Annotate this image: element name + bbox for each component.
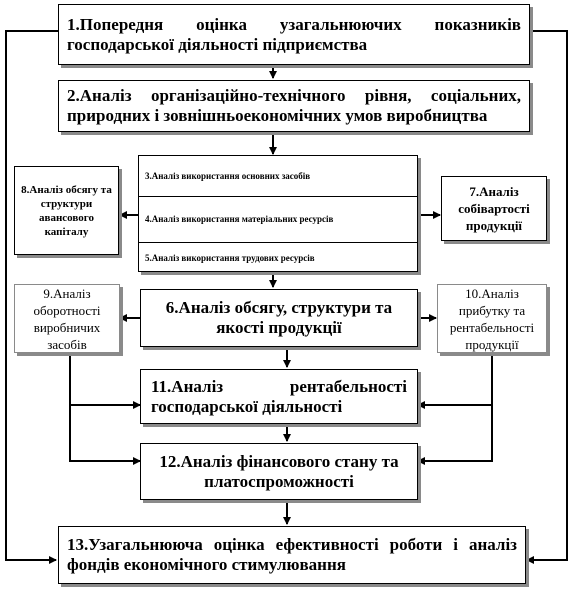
resources-group-box: [138, 155, 418, 272]
box-2-organizational-technical: [58, 80, 530, 132]
box-1-preliminary-assessment: [58, 4, 530, 65]
box-2-label: 2.Аналіз організаційно-технічного рівня, соціальних, природних і зовнішньоекономічних умов виробництва: [67, 86, 521, 125]
box-9-turnover: [14, 284, 120, 353]
box-11-label: 11.Аналіз рентабельності господарської діяльності: [151, 376, 407, 416]
box-1-label: 1.Попередня оцінка узагальнюючих показників господарської діяльності підприємства: [67, 14, 521, 54]
box-10-profit: [437, 284, 547, 353]
box-8-advance-capital: [14, 166, 119, 255]
box-13-overall-assessment: [58, 526, 526, 584]
arrow-9-to-11: [70, 354, 140, 434]
box-6-label: 6.Аналіз обсягу, структури та якості продукції: [165, 298, 393, 337]
arrow-10-to-12: [418, 405, 492, 461]
box-8-label: 8.Аналіз обсягу та структури авансового капіталу: [21, 183, 112, 238]
box-5-labor-resources: [139, 242, 417, 273]
box-3-label: 3.Аналіз використання основних засобів: [145, 170, 311, 181]
box-12-financial-state: [140, 443, 418, 500]
box-7-cost-price: [441, 176, 547, 241]
box-13-label: 13.Узагальнююча оцінка ефективності роботи і аналіз фондів економічного стимулювання: [67, 535, 517, 574]
box-6-production-volume: [140, 289, 418, 347]
box-4-material-resources: [139, 196, 417, 242]
box-4-label: 4.Аналіз використання матеріальних ресурсів: [145, 214, 334, 224]
box-11-profitability: [140, 369, 418, 424]
box-7-label: 7.Аналіз собівартості продукції: [458, 184, 530, 233]
box-9-label: 9.Аналіз оборотності виробничих засобів: [33, 285, 101, 352]
arrow-10-to-11: [418, 354, 492, 405]
arrow-9-to-12: [70, 434, 140, 461]
box-12-label: 12.Аналіз фінансового стану та платоспроможності: [159, 451, 399, 491]
box-10-label: 10.Аналіз прибутку та рентабельності продукції: [449, 285, 535, 352]
box-5-label: 5.Аналіз використання трудових ресурсів: [145, 252, 315, 263]
box-3-fixed-assets: [139, 156, 417, 196]
